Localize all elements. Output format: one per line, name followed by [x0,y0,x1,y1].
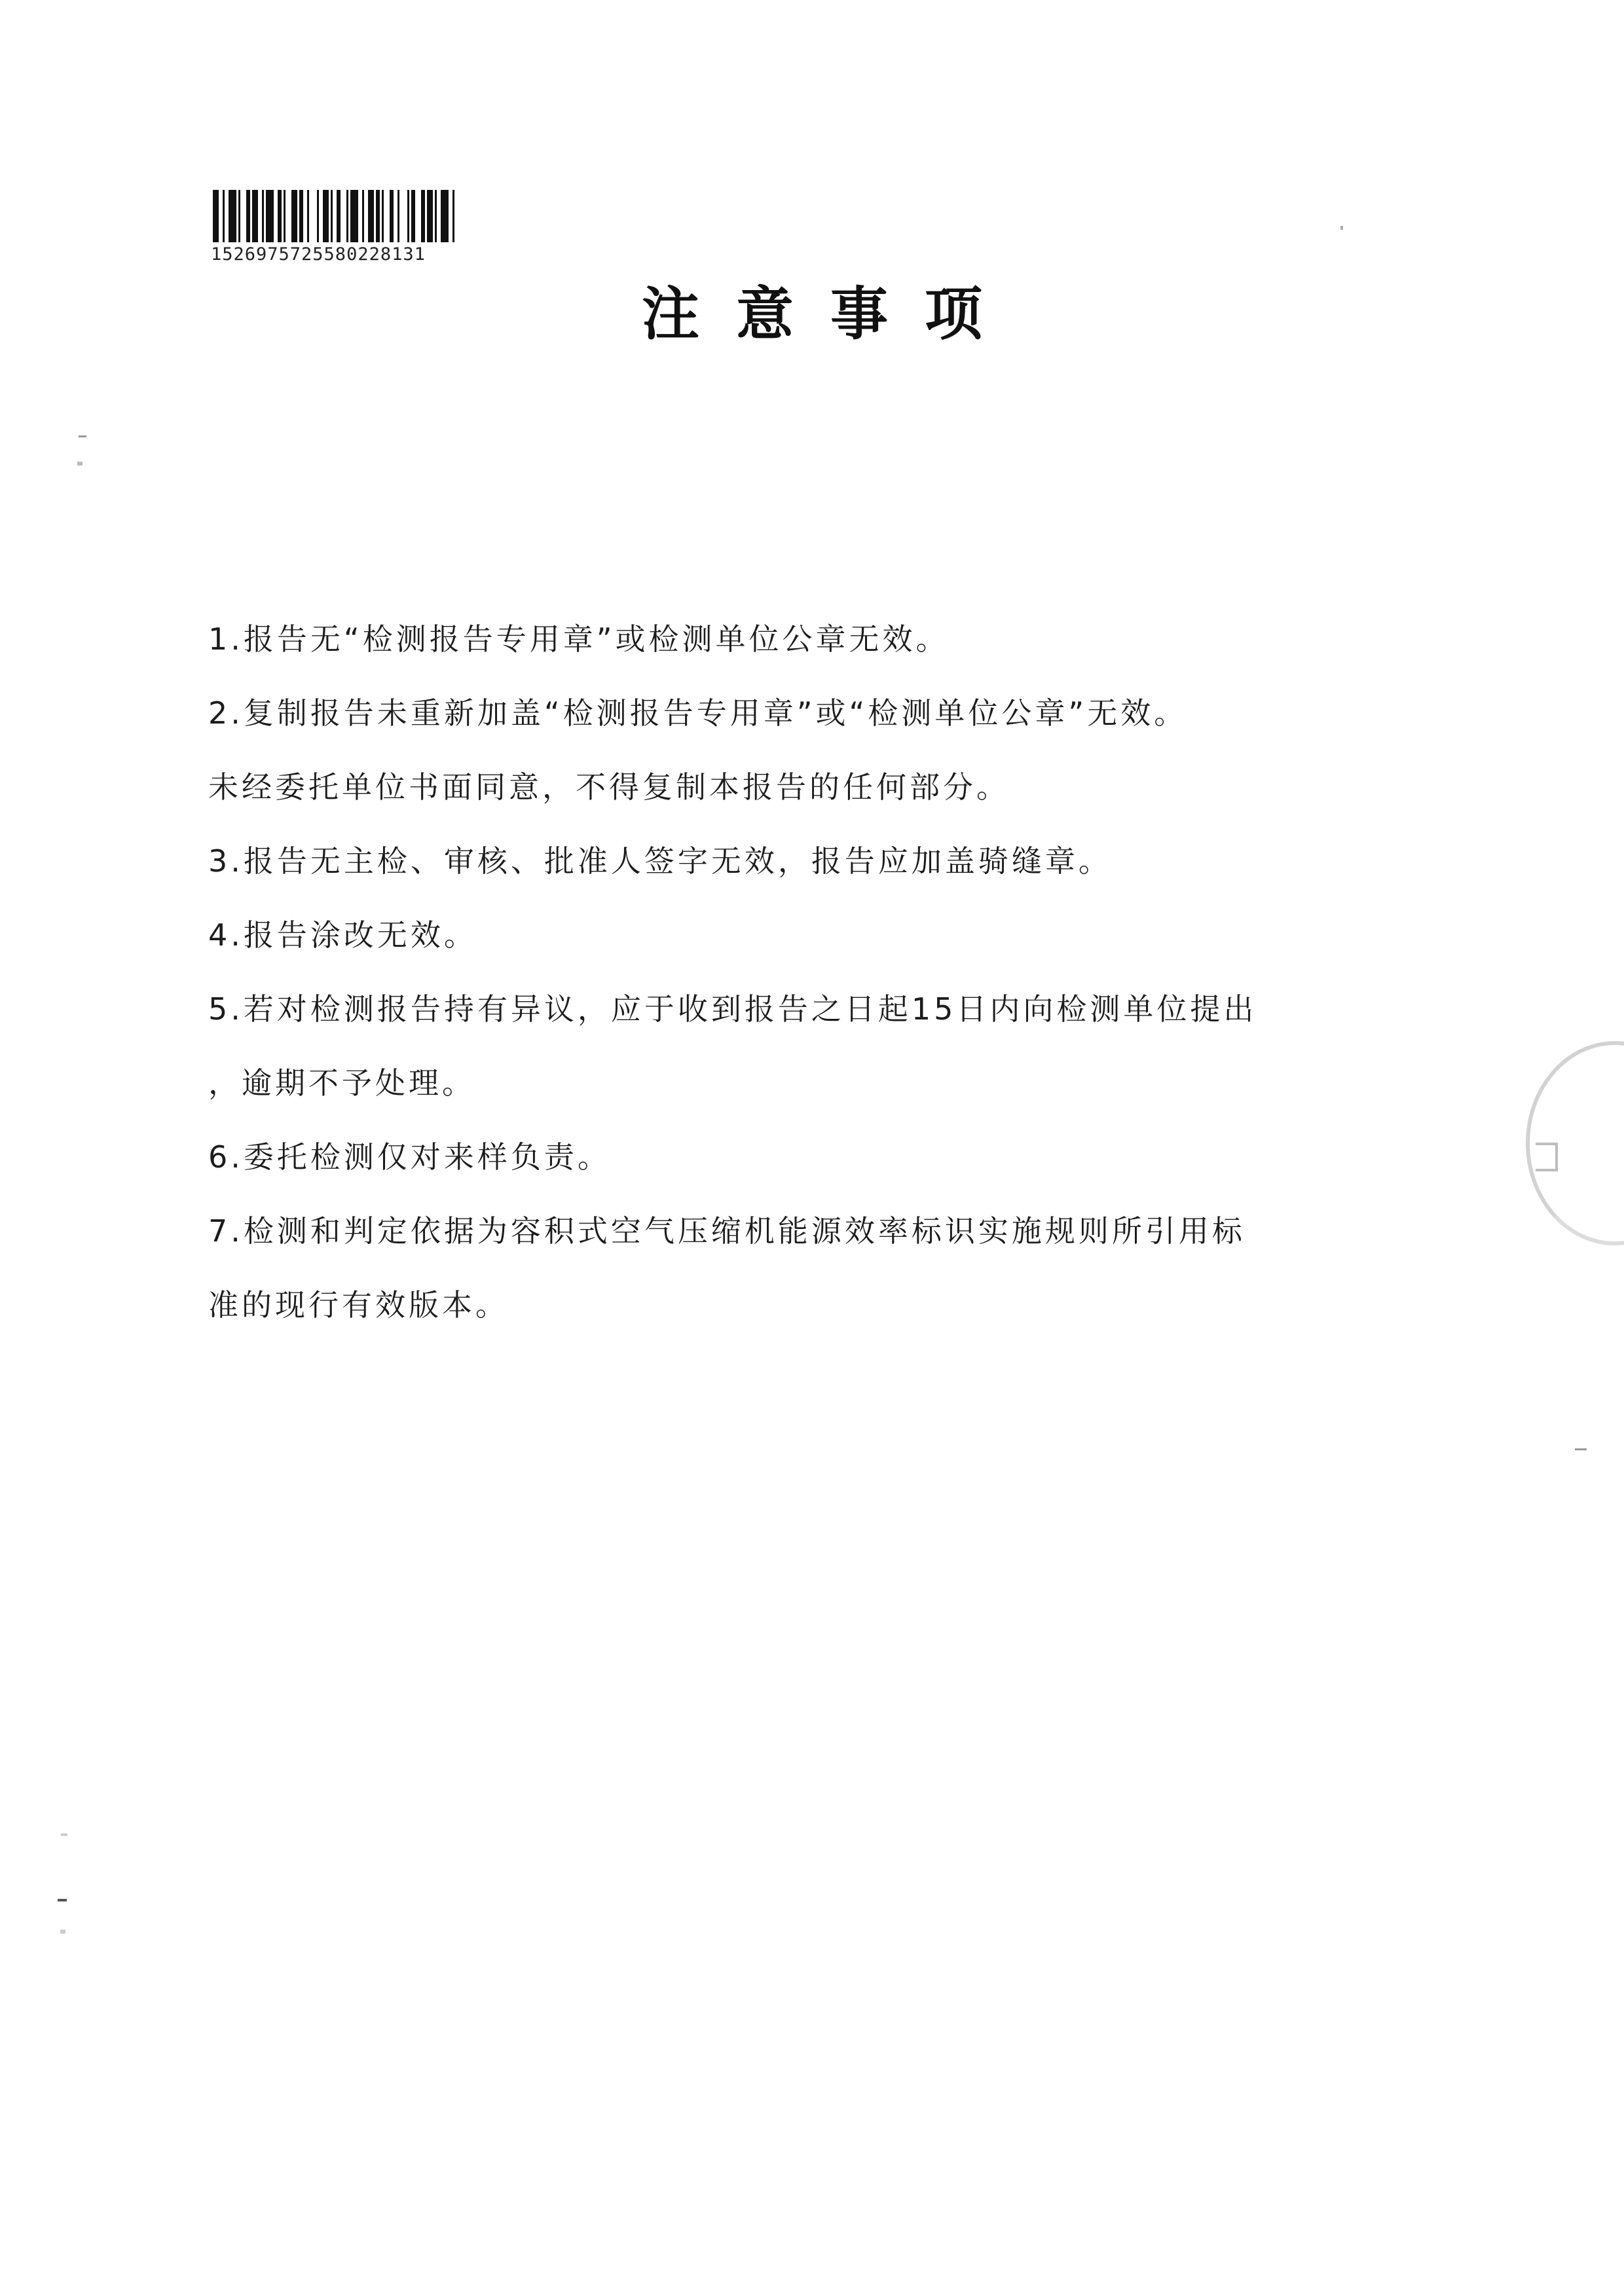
scan-speck [1575,1448,1587,1450]
note-line: 3.报告无主检、审核、批准人签字无效，报告应加盖骑缝章。 [208,843,1112,879]
barcode [213,190,462,242]
note-line: 准的现行有效版本。 [208,1287,509,1323]
note-line: ，逾期不予处理。 [208,1065,475,1101]
note-line: 1.报告无“检测报告专用章”或检测单位公章无效。 [208,621,950,657]
scan-speck [1340,226,1343,230]
note-line: 2.复制报告未重新加盖“检测报告专用章”或“检测单位公章”无效。 [208,695,1188,731]
notes-list [208,602,1361,1342]
note-line: 4.报告涂改无效。 [208,917,477,953]
scan-speck [60,1930,65,1934]
note-line: 7.检测和判定依据为容积式空气压缩机能源效率标识实施规则所引用标 [208,1213,1246,1249]
note-line: 5.若对检测报告持有异议，应于收到报告之日起15日内向检测单位提出 [208,991,1257,1027]
scan-speck [79,435,86,437]
scan-speck [61,1833,67,1836]
page-title: 注意事项 [641,280,1019,348]
scan-speck [58,1899,67,1901]
scan-speck [77,462,83,466]
seam-stamp-mark [1536,1143,1558,1171]
barcode-number: 1526975725580228131 [211,244,426,265]
note-line: 6.委托检测仅对来样负责。 [208,1139,611,1175]
note-line: 未经委托单位书面同意，不得复制本报告的任何部分。 [208,769,1010,805]
